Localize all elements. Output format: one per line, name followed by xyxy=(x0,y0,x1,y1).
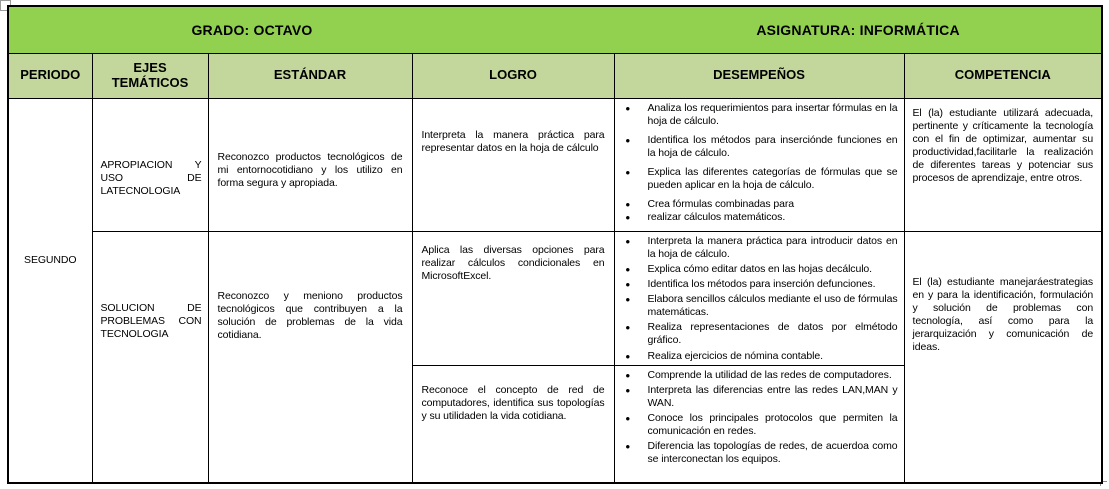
list-item: • Identifica los métodos para inserciónde funciones en la hoja de cálculo. xyxy=(621,134,898,160)
list-item: • Explica las diferentes categorías de fórmulas que se pueden aplicar en la hoja de cálculo. xyxy=(621,166,898,192)
list-item: • Analiza los requerimientos para insertar fórmulas en la hoja de cálculo. xyxy=(621,102,898,128)
estandar-2: Reconozco y meniono productos tecnológicos que contribuyen a la solución de problemas de la vida cotidiana. xyxy=(208,231,412,483)
title-cell xyxy=(8,6,1102,53)
column-header-ejes-tematicos: EJES TEMÁTICOS xyxy=(92,53,208,98)
column-header-periodo: PERIODO xyxy=(8,53,92,98)
titlebar xyxy=(9,7,1101,53)
body-row-2 xyxy=(8,231,1102,365)
logro-2: Aplica las diversas opciones para realizar cálculos condicionales en MicrosoftExcel. xyxy=(412,231,614,365)
list-item: • Identifica los métodos para inserción defunciones. xyxy=(621,278,898,291)
desempenos-list-2 xyxy=(621,235,898,363)
desempenos-list-3 xyxy=(621,369,898,467)
eje-tematico-apropiacion: APROPIACION Y USO DE LATECNOLOGIA xyxy=(92,98,208,231)
grade-title: GRADO: OCTAVO xyxy=(191,21,313,38)
table-title-row xyxy=(8,6,1102,53)
competencia-2: El (la) estudiante manejaráestrategias en y para la identificación, formulación y solución de problemas con tecnología, así como para la jerarquización y comunicación de ideas. xyxy=(904,231,1102,483)
competencia-1: El (la) estudiante utilizará adecuada, pertinente y críticamente la tecnología con el fin de optimizar, aumentar su productividad,facilitarle la realización de diferentes tareas y potenciar sus procesos de aprendizaje, entre otros. xyxy=(904,98,1102,231)
list-item: • Explica cómo editar datos en las hojas decálculo. xyxy=(621,263,898,276)
desempenos-list-1 xyxy=(621,102,898,225)
desempenos-1 xyxy=(614,98,904,231)
list-item: • Interpreta la manera práctica para introducir datos en la hoja de cálculo. xyxy=(621,235,898,261)
list-item: • Realiza ejercicios de nómina contable. xyxy=(621,350,898,363)
list-item: • Elabora sencillos cálculos mediante el uso de fórmulas matemáticas. xyxy=(621,293,898,319)
logro-3: Reconoce el concepto de red de computadores, identifica sus topologías y su utilidaden la vida cotidiana. xyxy=(412,365,614,483)
column-header-row xyxy=(8,53,1102,98)
list-item: • Realiza representaciones de datos por elmétodo gráfico. xyxy=(621,321,898,347)
column-header-desempenos: DESEMPEÑOS xyxy=(614,53,904,98)
list-item: • realizar cálculos matemáticos. xyxy=(621,211,898,224)
column-header-logro: LOGRO xyxy=(412,53,614,98)
list-item: • Interpreta las diferencias entre las redes LAN,MAN y WAN. xyxy=(621,384,898,410)
list-item: • Crea fórmulas combinadas para xyxy=(621,198,898,211)
list-item: • Conoce los principales protocolos que permiten la comunicación en redes. xyxy=(621,412,898,438)
list-item: • Comprende la utilidad de las redes de computadores. xyxy=(621,369,898,382)
eje-tematico-solucion: SOLUCION DE PROBLEMAS CON TECNOLOGIA xyxy=(92,231,208,483)
column-header-competencia: COMPETENCIA xyxy=(904,53,1102,98)
estandar-1: Reconozco productos tecnológicos de mi entornocotidiano y los utilizo en forma segura y apropiada. xyxy=(208,98,412,231)
desempenos-3 xyxy=(614,365,904,483)
periodo-value: SEGUNDO xyxy=(8,98,92,483)
body-row-1 xyxy=(8,98,1102,231)
column-header-estandar: ESTÁNDAR xyxy=(208,53,412,98)
subject-title: ASIGNATURA: INFORMÁTICA xyxy=(756,21,960,38)
list-item: • Diferencia las topologías de redes, de acuerdoa como se interconectan los equipos. xyxy=(621,440,898,466)
logro-1: Interpreta la manera práctica para representar datos en la hoja de cálculo xyxy=(412,98,614,231)
desempenos-2 xyxy=(614,231,904,365)
curriculum-table xyxy=(7,5,1103,484)
